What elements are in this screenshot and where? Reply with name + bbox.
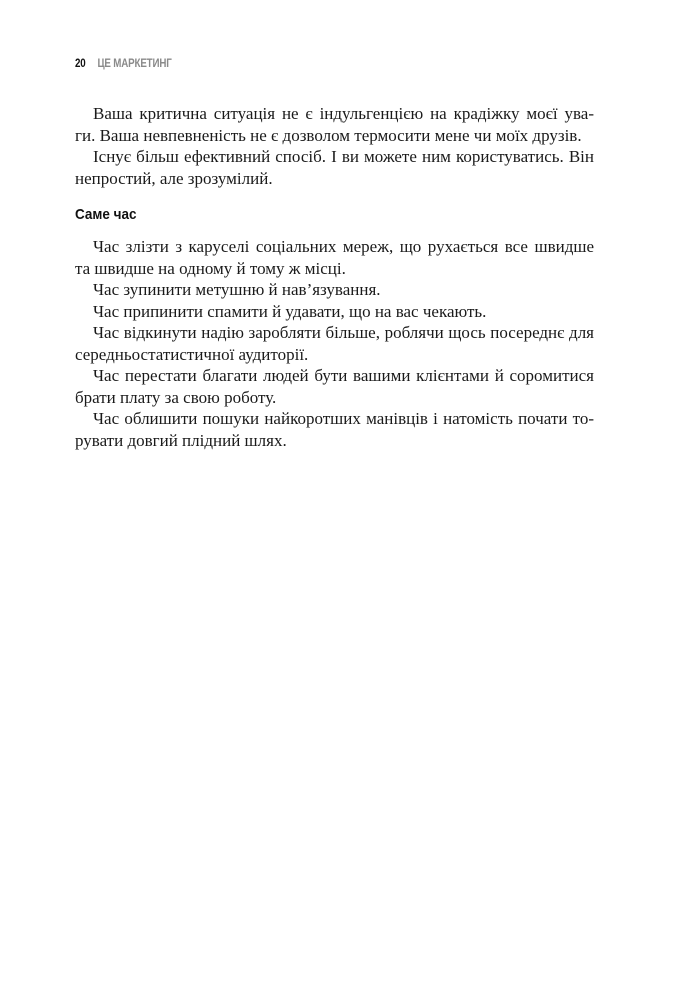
paragraph [75,103,594,146]
text-line: Існує більш ефективний спосіб. І ви можете ним користуватись. Він [93,147,594,166]
text-line: ги. Ваша невпевненість не є дозволом термосити мене чи моїх друзів. [75,125,582,145]
paragraph [75,322,594,365]
text-line: Час злізти з каруселі соціальних мереж, що рухається все швидше [93,237,594,256]
text-line: Час відкинути надію заробляти більше, роблячи щось посереднє для [93,323,594,342]
paragraph [75,365,594,408]
running-head [75,58,172,70]
text-line: непростий, але зрозумілий. [75,168,273,188]
paragraph [75,146,594,189]
text-line: Час перестати благати людей бути вашими клієнтами й соромитися [93,366,594,385]
section-heading: Саме час [75,206,137,223]
text-line: брати плату за свою роботу. [75,387,277,407]
section-same-chas [75,236,594,451]
paragraph [75,236,594,279]
page-number: 20 [75,58,86,70]
text-line: Час облишити пошуки найкоротших манівців і натомість почати то- [93,409,594,428]
text-line: середньостатистичної аудиторії. [75,344,309,364]
paragraph [75,408,594,451]
text-line: та швидше на одному й тому ж місці. [75,258,346,278]
running-title: ЦЕ МАРКЕТИНГ [97,58,172,70]
paragraph [75,279,594,301]
text-line: Ваша критична ситуація не є індульгенцією на крадіжку моєї ува- [93,104,594,123]
text-line: рувати довгий плідний шлях. [75,430,287,450]
paragraph [75,301,594,323]
text-line: Час зупинити метушню й нав’язування. [93,280,381,299]
text-line: Час припинити спамити й удавати, що на вас чекають. [93,301,487,321]
section-intro [75,103,594,189]
